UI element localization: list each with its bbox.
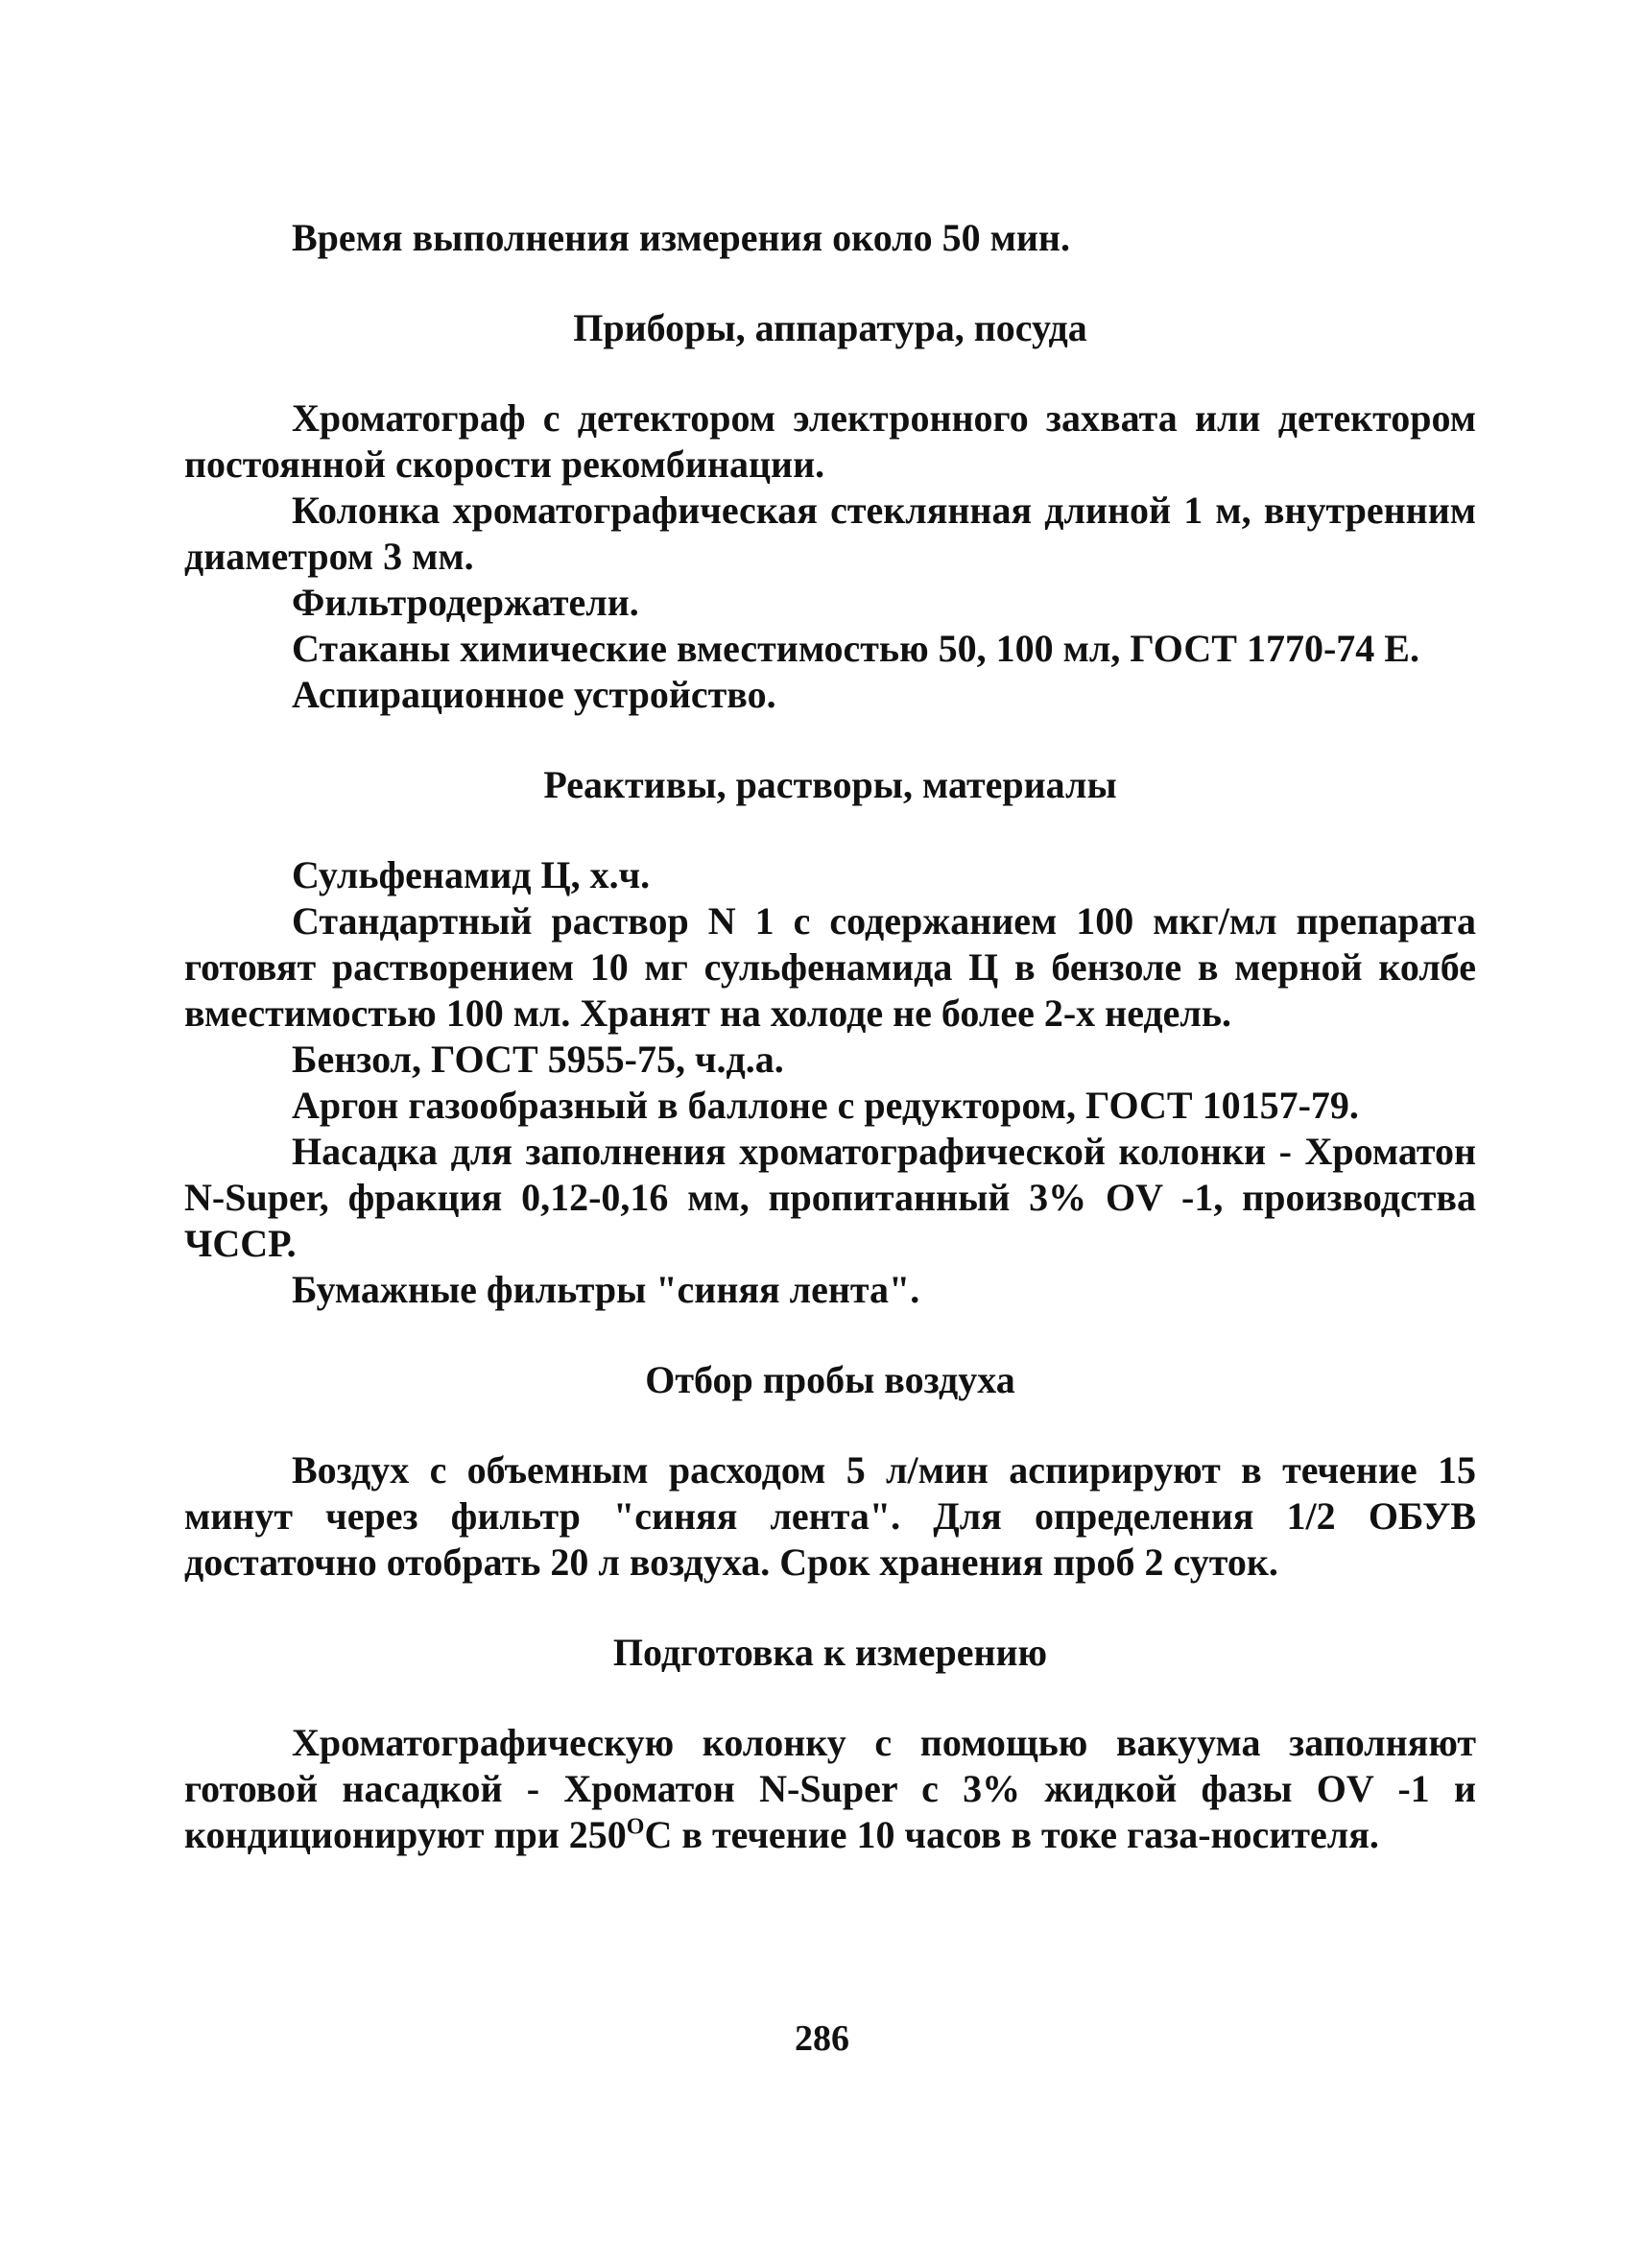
reagent-item: Насадка для заполнения хроматографической колонки - Хроматон N-Super, фракция 0,12-0,16 мм, пропитанный 3% OV -1, производства ЧССР. xyxy=(184,1130,1476,1265)
equipment-item: Аспирационное устройство. xyxy=(292,673,776,716)
heading-reagents: Реактивы, растворы, материалы xyxy=(543,763,1117,806)
reagent-item: Бумажные фильтры "синяя лента". xyxy=(292,1268,920,1311)
equipment-item: Хроматограф с детектором электронного захвата или детектором постоянной скорости рекомбинации. xyxy=(184,396,1476,486)
equipment-item: Фильтродержатели. xyxy=(292,581,639,624)
preparation-text-end: С в течение 10 часов в токе газа-носителя. xyxy=(644,1813,1379,1856)
heading-sampling: Отбор пробы воздуха xyxy=(645,1358,1015,1401)
reagent-item: Стандартный раствор N 1 с содержанием 100 мкг/мл препарата готовят растворением 10 мг сульфенамида Ц в бензоле в мерной колбе вместимостью 100 мл. Хранят на холоде не более 2-х недель. xyxy=(184,899,1476,1035)
equipment-item: Стаканы химические вместимостью 50, 100 мл, ГОСТ 1770-74 Е. xyxy=(292,627,1419,670)
degree-superscript: O xyxy=(626,1814,645,1840)
reagent-item: Аргон газообразный в баллоне с редуктором, ГОСТ 10157-79. xyxy=(292,1084,1359,1127)
preparation-text xyxy=(184,1720,1476,1858)
text-column xyxy=(184,215,1476,1858)
heading-equipment: Приборы, аппаратура, посуда xyxy=(573,306,1087,349)
heading-preparation: Подготовка к измерению xyxy=(612,1631,1048,1674)
preparation-text-start: Хроматографическую колонку с помощью вакуума заполняют готовой насадкой - Хроматон N-Super с 3% жидкой фазы OV -1 и кондиционируют при 250 xyxy=(184,1721,1476,1856)
reagent-item: Сульфенамид Ц, х.ч. xyxy=(292,853,651,896)
measurement-time: Время выполнения измерения около 50 мин. xyxy=(292,216,1070,259)
sampling-text: Воздух с объемным расходом 5 л/мин аспирируют в течение 15 минут через фильтр "синяя лента". Для определения 1/2 ОБУВ достаточно отобрать 20 л воздуха. Срок хранения проб 2 суток. xyxy=(184,1448,1476,1584)
page-number: 286 xyxy=(795,2018,849,2059)
reagent-item: Бензол, ГОСТ 5955-75, ч.д.а. xyxy=(292,1038,784,1081)
equipment-item: Колонка хроматографическая стеклянная длиной 1 м, внутренним диаметром 3 мм. xyxy=(184,489,1476,578)
